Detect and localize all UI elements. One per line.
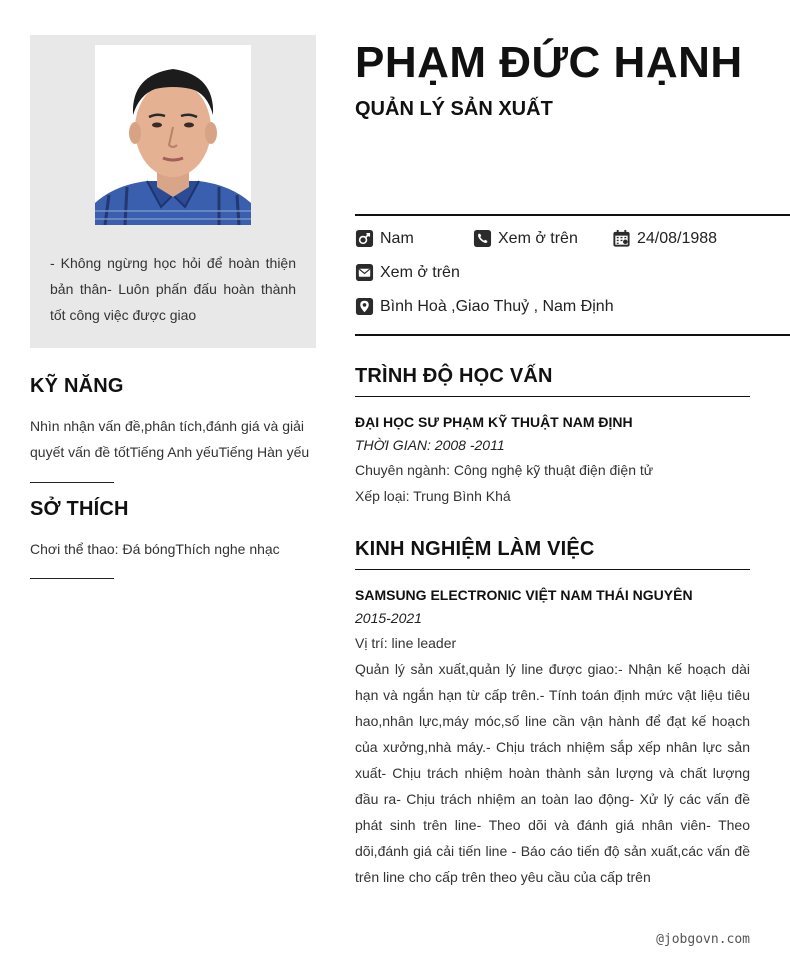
portrait-image — [95, 45, 251, 225]
experience-divider — [355, 569, 750, 570]
contact-bottom-divider — [355, 334, 790, 336]
location-pin-icon — [355, 297, 374, 316]
contact-birthday — [612, 229, 717, 248]
site-watermark: @jobgovn.com — [656, 932, 750, 947]
gender-value: Nam — [380, 229, 414, 247]
contact-address — [355, 297, 614, 316]
envelope-icon — [355, 263, 374, 282]
education-heading: TRÌNH ĐỘ HỌC VẤN — [355, 365, 553, 387]
contact-phone — [473, 229, 578, 248]
skills-divider — [30, 482, 114, 483]
hobbies-heading: SỞ THÍCH — [30, 498, 129, 520]
phone-value: Xem ở trên — [498, 229, 578, 247]
experience-period: 2015-2021 — [355, 610, 422, 626]
contact-top-divider — [355, 214, 790, 216]
gender-icon — [355, 229, 374, 248]
calendar-icon — [612, 229, 631, 248]
hobbies-text: Chơi thể thao: Đá bóngThích nghe nhạc — [30, 541, 280, 557]
contact-email — [355, 263, 460, 282]
education-grade: Xếp loại: Trung Bình Khá — [355, 488, 511, 504]
candidate-job-title: QUẢN LÝ SẢN XUẤT — [355, 98, 553, 120]
hobbies-divider — [30, 578, 114, 579]
phone-icon — [473, 229, 492, 248]
experience-company: SAMSUNG ELECTRONIC VIỆT NAM THÁI NGUYÊN — [355, 587, 693, 603]
education-major: Chuyên ngành: Công nghệ kỹ thuật điện điện tử — [355, 462, 654, 478]
education-period: THỜI GIAN: 2008 -2011 — [355, 437, 505, 453]
skills-heading: KỸ NĂNG — [30, 375, 124, 397]
education-divider — [355, 396, 750, 397]
address-value: Bình Hoà ,Giao Thuỷ , Nam Định — [380, 297, 614, 315]
profile-panel — [30, 35, 316, 348]
experience-heading: KINH NGHIỆM LÀM VIỆC — [355, 538, 595, 560]
education-school: ĐẠI HỌC SƯ PHẠM KỸ THUẬT NAM ĐỊNH — [355, 414, 633, 430]
birthday-value: 24/08/1988 — [637, 229, 718, 247]
email-value: Xem ở trên — [380, 263, 460, 281]
contact-gender — [355, 229, 414, 248]
experience-position: Vị trí: line leader — [355, 635, 457, 651]
profile-photo — [95, 45, 251, 225]
candidate-name: PHẠM ĐỨC HẠNH — [355, 38, 743, 87]
skills-text: Nhìn nhận vấn đề,phân tích,đánh giá và giải quyết vấn đề tốtTiếng Anh yếuTiếng Hàn yếu — [30, 418, 310, 460]
career-objective: - Không ngừng học hỏi để hoàn thiện bản thân- Luôn phấn đấu hoàn thành tốt công việc được giao — [50, 255, 296, 323]
experience-description: Quản lý sản xuất,quản lý line được giao:- Nhận kế hoạch dài hạn và ngắn hạn từ cấp trên.- Tính toán định mức vật liệu tiêu hao,nhân lực,máy móc,số line cần vận hành để đạt kế hoạch của xưởng,nhà máy.- Chịu trách nhiệm sắp xếp nhân lực sản xuất- Chịu trách nhiệm hoàn thành sản lượng và chất lượng đầu ra- Chịu trách nhiệm an toàn lao động- Xử lý các vấn đề phát sinh trên line- Theo dõi và đánh giá nhân viên- Theo dõi,đánh giá cải tiến line - Báo cáo tiến độ sản xuất,các vấn đề trên line cho cấp trên theo yêu cầu của cấp trên — [355, 661, 750, 885]
